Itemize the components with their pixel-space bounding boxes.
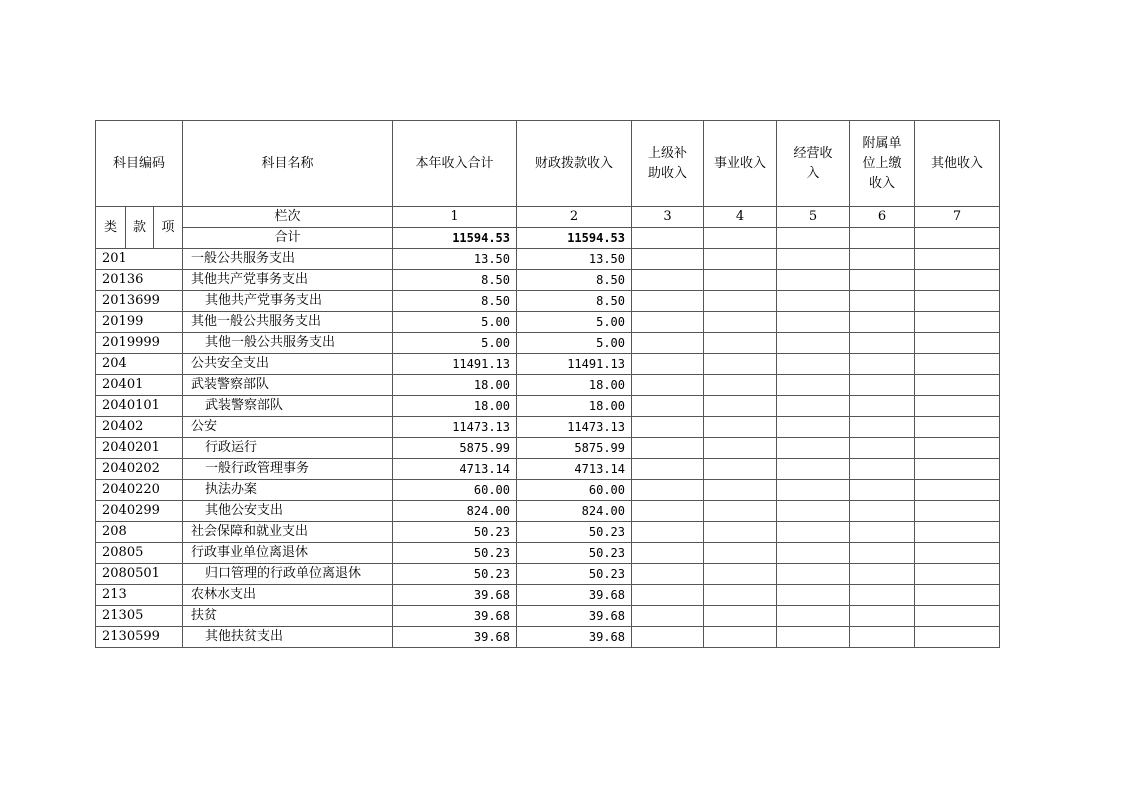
row-fiscal: 11473.13 <box>517 417 632 438</box>
table-row <box>96 333 1000 354</box>
table-row <box>96 396 1000 417</box>
row-other <box>915 543 1000 564</box>
row-business <box>704 354 777 375</box>
row-other <box>915 501 1000 522</box>
row-total: 60.00 <box>393 480 517 501</box>
row-code: 20805 <box>96 543 183 564</box>
row-name: 其他共产党事务支出 <box>183 291 393 312</box>
row-name: 行政运行 <box>183 438 393 459</box>
row-total: 5.00 <box>393 312 517 333</box>
row-business <box>704 564 777 585</box>
header-superior: 上级补助收入 <box>632 121 704 207</box>
row-operating <box>777 564 850 585</box>
row-total: 824.00 <box>393 501 517 522</box>
row-affiliated <box>850 438 915 459</box>
table-row <box>96 522 1000 543</box>
row-code: 21305 <box>96 606 183 627</box>
row-fiscal: 39.68 <box>517 627 632 648</box>
row-superior <box>632 312 704 333</box>
row-affiliated <box>850 249 915 270</box>
row-total: 50.23 <box>393 564 517 585</box>
row-other <box>915 312 1000 333</box>
row-name: 一般行政管理事务 <box>183 459 393 480</box>
row-affiliated <box>850 270 915 291</box>
table-row <box>96 627 1000 648</box>
row-code: 2013699 <box>96 291 183 312</box>
row-fiscal: 11491.13 <box>517 354 632 375</box>
row-name: 归口管理的行政单位离退休 <box>183 564 393 585</box>
row-other <box>915 438 1000 459</box>
row-affiliated <box>850 564 915 585</box>
row-other <box>915 417 1000 438</box>
table-row <box>96 501 1000 522</box>
row-operating <box>777 312 850 333</box>
row-other <box>915 249 1000 270</box>
row-operating <box>777 291 850 312</box>
row-superior <box>632 375 704 396</box>
row-code: 20401 <box>96 375 183 396</box>
row-affiliated <box>850 312 915 333</box>
row-operating <box>777 417 850 438</box>
row-operating <box>777 585 850 606</box>
row-affiliated <box>850 627 915 648</box>
row-fiscal: 4713.14 <box>517 459 632 480</box>
row-business <box>704 249 777 270</box>
table-row <box>96 249 1000 270</box>
row-fiscal: 8.50 <box>517 270 632 291</box>
row-other <box>915 354 1000 375</box>
row-superior <box>632 480 704 501</box>
header-kuan: 款 <box>126 207 154 249</box>
row-operating <box>777 606 850 627</box>
row-code: 2019999 <box>96 333 183 354</box>
table-row <box>96 438 1000 459</box>
row-code: 2040299 <box>96 501 183 522</box>
row-code: 2040220 <box>96 480 183 501</box>
row-name: 其他一般公共服务支出 <box>183 333 393 354</box>
row-other <box>915 270 1000 291</box>
row-operating <box>777 543 850 564</box>
row-total: 50.23 <box>393 543 517 564</box>
row-affiliated <box>850 606 915 627</box>
row-business <box>704 375 777 396</box>
income-budget-table <box>95 120 1000 648</box>
row-business <box>704 585 777 606</box>
row-superior <box>632 543 704 564</box>
row-fiscal: 50.23 <box>517 522 632 543</box>
row-name: 农林水支出 <box>183 585 393 606</box>
header-operating: 经营收入 <box>777 121 850 207</box>
row-code: 2040202 <box>96 459 183 480</box>
row-other <box>915 606 1000 627</box>
row-superior <box>632 438 704 459</box>
column-number-7: 7 <box>915 207 1000 228</box>
row-other <box>915 522 1000 543</box>
row-affiliated <box>850 333 915 354</box>
table-row <box>96 270 1000 291</box>
row-fiscal: 50.23 <box>517 564 632 585</box>
row-business <box>704 459 777 480</box>
row-name: 公共安全支出 <box>183 354 393 375</box>
totals-label: 合计 <box>183 228 393 249</box>
row-other <box>915 459 1000 480</box>
row-superior <box>632 501 704 522</box>
row-other <box>915 480 1000 501</box>
header-code: 科目编码 <box>96 121 183 207</box>
row-total: 11491.13 <box>393 354 517 375</box>
row-other <box>915 585 1000 606</box>
row-business <box>704 606 777 627</box>
table-row <box>96 543 1000 564</box>
row-other <box>915 396 1000 417</box>
row-total: 50.23 <box>393 522 517 543</box>
header-lei: 类 <box>96 207 126 249</box>
row-fiscal: 39.68 <box>517 585 632 606</box>
table-row <box>96 585 1000 606</box>
row-total: 4713.14 <box>393 459 517 480</box>
row-business <box>704 270 777 291</box>
row-fiscal: 13.50 <box>517 249 632 270</box>
table-row <box>96 312 1000 333</box>
header-lanci: 栏次 <box>183 207 393 228</box>
row-business <box>704 291 777 312</box>
row-superior <box>632 417 704 438</box>
row-superior <box>632 291 704 312</box>
row-code: 201 <box>96 249 183 270</box>
row-code: 213 <box>96 585 183 606</box>
row-affiliated <box>850 585 915 606</box>
row-operating <box>777 522 850 543</box>
header-fiscal: 财政拨款收入 <box>517 121 632 207</box>
column-number-row <box>96 207 1000 228</box>
row-other <box>915 564 1000 585</box>
row-superior <box>632 459 704 480</box>
row-name: 其他共产党事务支出 <box>183 270 393 291</box>
row-affiliated <box>850 417 915 438</box>
row-superior <box>632 354 704 375</box>
row-name: 公安 <box>183 417 393 438</box>
row-name: 其他公安支出 <box>183 501 393 522</box>
row-code: 20199 <box>96 312 183 333</box>
row-affiliated <box>850 501 915 522</box>
row-name: 行政事业单位离退休 <box>183 543 393 564</box>
column-number-5: 5 <box>777 207 850 228</box>
row-fiscal: 39.68 <box>517 606 632 627</box>
row-total: 39.68 <box>393 627 517 648</box>
column-number-6: 6 <box>850 207 915 228</box>
row-operating <box>777 270 850 291</box>
row-code: 20136 <box>96 270 183 291</box>
row-operating <box>777 459 850 480</box>
row-superior <box>632 564 704 585</box>
column-number-4: 4 <box>704 207 777 228</box>
row-business <box>704 501 777 522</box>
row-code: 2130599 <box>96 627 183 648</box>
row-code: 2080501 <box>96 564 183 585</box>
row-affiliated <box>850 354 915 375</box>
row-operating <box>777 249 850 270</box>
table-row <box>96 564 1000 585</box>
row-other <box>915 333 1000 354</box>
row-total: 8.50 <box>393 270 517 291</box>
row-operating <box>777 501 850 522</box>
table-row <box>96 291 1000 312</box>
row-total: 11473.13 <box>393 417 517 438</box>
row-business <box>704 417 777 438</box>
row-total: 18.00 <box>393 375 517 396</box>
table-row <box>96 480 1000 501</box>
table-row <box>96 606 1000 627</box>
row-name: 其他扶贫支出 <box>183 627 393 648</box>
header-total: 本年收入合计 <box>393 121 517 207</box>
row-business <box>704 627 777 648</box>
row-total: 39.68 <box>393 585 517 606</box>
row-total: 13.50 <box>393 249 517 270</box>
row-total: 5875.99 <box>393 438 517 459</box>
row-superior <box>632 522 704 543</box>
row-affiliated <box>850 522 915 543</box>
row-other <box>915 291 1000 312</box>
row-business <box>704 480 777 501</box>
row-operating <box>777 627 850 648</box>
header-xiang: 项 <box>154 207 183 249</box>
row-superior <box>632 270 704 291</box>
row-business <box>704 312 777 333</box>
header-row <box>96 121 1000 207</box>
row-total: 5.00 <box>393 333 517 354</box>
row-superior <box>632 585 704 606</box>
row-fiscal: 5.00 <box>517 333 632 354</box>
row-fiscal: 50.23 <box>517 543 632 564</box>
row-other <box>915 375 1000 396</box>
header-name: 科目名称 <box>183 121 393 207</box>
row-total: 8.50 <box>393 291 517 312</box>
row-affiliated <box>850 459 915 480</box>
row-affiliated <box>850 396 915 417</box>
row-business <box>704 543 777 564</box>
row-fiscal: 5875.99 <box>517 438 632 459</box>
row-name: 执法办案 <box>183 480 393 501</box>
row-superior <box>632 333 704 354</box>
column-number-3: 3 <box>632 207 704 228</box>
row-code: 20402 <box>96 417 183 438</box>
table-row <box>96 354 1000 375</box>
row-business <box>704 438 777 459</box>
row-name: 社会保障和就业支出 <box>183 522 393 543</box>
row-name: 武装警察部队 <box>183 375 393 396</box>
row-operating <box>777 333 850 354</box>
row-operating <box>777 354 850 375</box>
row-business <box>704 333 777 354</box>
row-superior <box>632 249 704 270</box>
row-affiliated <box>850 291 915 312</box>
row-superior <box>632 627 704 648</box>
row-fiscal: 8.50 <box>517 291 632 312</box>
row-business <box>704 396 777 417</box>
row-fiscal: 824.00 <box>517 501 632 522</box>
row-superior <box>632 396 704 417</box>
header-affiliated: 附属单位上缴收入 <box>850 121 915 207</box>
row-fiscal: 18.00 <box>517 396 632 417</box>
column-number-1: 1 <box>393 207 517 228</box>
row-fiscal: 60.00 <box>517 480 632 501</box>
row-superior <box>632 606 704 627</box>
row-fiscal: 5.00 <box>517 312 632 333</box>
row-name: 一般公共服务支出 <box>183 249 393 270</box>
row-affiliated <box>850 375 915 396</box>
row-code: 204 <box>96 354 183 375</box>
row-code: 2040201 <box>96 438 183 459</box>
row-total: 39.68 <box>393 606 517 627</box>
row-operating <box>777 438 850 459</box>
row-operating <box>777 480 850 501</box>
table-row <box>96 459 1000 480</box>
row-code: 2040101 <box>96 396 183 417</box>
column-number-2: 2 <box>517 207 632 228</box>
totals-total: 11594.53 <box>393 228 517 249</box>
row-other <box>915 627 1000 648</box>
table-row <box>96 375 1000 396</box>
row-total: 18.00 <box>393 396 517 417</box>
row-name: 武装警察部队 <box>183 396 393 417</box>
row-affiliated <box>850 543 915 564</box>
row-name: 其他一般公共服务支出 <box>183 312 393 333</box>
totals-row <box>96 228 1000 249</box>
header-other: 其他收入 <box>915 121 1000 207</box>
table-row <box>96 417 1000 438</box>
row-operating <box>777 375 850 396</box>
row-affiliated <box>850 480 915 501</box>
row-code: 208 <box>96 522 183 543</box>
row-name: 扶贫 <box>183 606 393 627</box>
row-operating <box>777 396 850 417</box>
row-business <box>704 522 777 543</box>
row-fiscal: 18.00 <box>517 375 632 396</box>
totals-fiscal: 11594.53 <box>517 228 632 249</box>
header-business: 事业收入 <box>704 121 777 207</box>
